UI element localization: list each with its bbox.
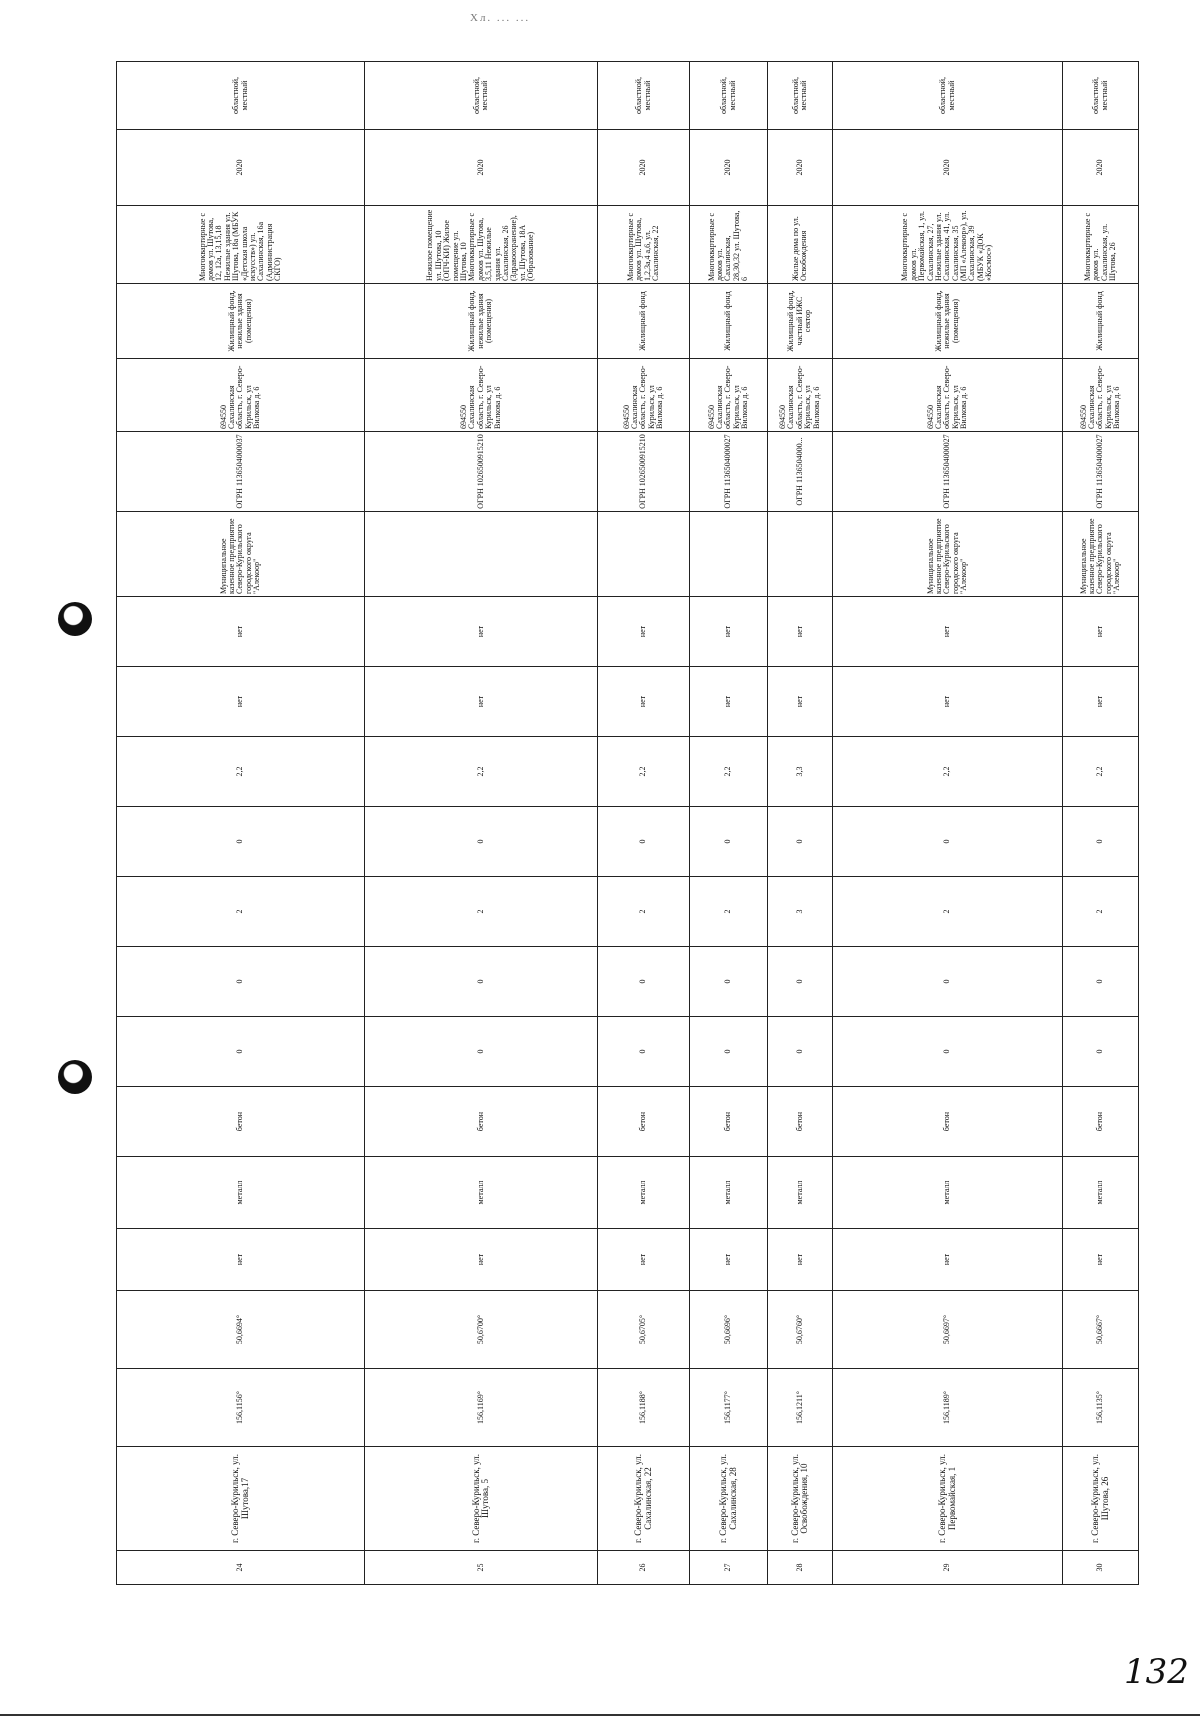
cell-operator [598, 512, 690, 597]
cell-lon: 50,6705° [598, 1291, 690, 1369]
cell-budget: областной, местный [833, 62, 1063, 130]
cell-c11: 0 [598, 807, 690, 877]
cell-num: 27 [690, 1551, 768, 1585]
cell-served-objects: Многоквартирные с домов ул. Сахалинская, ул. Шутова, 26 [1063, 206, 1139, 284]
cell-c8: 0 [690, 1017, 768, 1087]
cell-source-type: Жилищный фонд, нежилые здания (помещения) [117, 284, 365, 359]
cell-operator-address: 694550 Сахалинская область, г. Северо-Курильск, ул Вилкова д. 6 [365, 359, 598, 432]
cell-operator [690, 512, 768, 597]
cell-address: г. Северо-Курильск, ул. Шутова, 5 [365, 1447, 598, 1551]
cell-year: 2020 [768, 130, 833, 206]
cell-address: г. Северо-Курильск, ул. Шутова, 26 [1063, 1447, 1139, 1551]
cell-c11: 0 [117, 807, 365, 877]
cell-address: г. Северо-Курильск, ул. Освобождения, 10 [768, 1447, 833, 1551]
cell-operator-address: 694550 Сахалинская область, г. Северо-Курильск, ул Вилкова д. 6 [598, 359, 690, 432]
table-row [690, 62, 768, 1585]
cell-c5: нет [690, 1229, 768, 1291]
cell-c12: 2,2 [117, 737, 365, 807]
cell-c12: 2,2 [690, 737, 768, 807]
cell-c8: 0 [1063, 1017, 1139, 1087]
cell-budget: областной, местный [365, 62, 598, 130]
cell-address: г. Северо-Курильск, ул. Сахалинская, 28 [690, 1447, 768, 1551]
cell-c7: бетон [117, 1087, 365, 1157]
cell-lat: 156,1135° [1063, 1369, 1139, 1447]
cell-budget: областной, местный [768, 62, 833, 130]
table-row [833, 62, 1063, 1585]
cell-c13: нет [598, 667, 690, 737]
cell-served-objects: Многоквартирные с домов ул. Шутова, 12, 12а, 13,15,18 Нежилые здания ул. Шутова, 18а (МБУК «Детская школа искусств») ул. Сахалинская, 16а (Администрация СКГО) [117, 206, 365, 284]
cell-c9: 0 [365, 947, 598, 1017]
cell-operator-address: 694550 Сахалинская область, г. Северо-Курильск, ул Вилкова д. 6 [768, 359, 833, 432]
table-row [1063, 62, 1139, 1585]
cell-c7: бетон [768, 1087, 833, 1157]
cell-budget: областной, местный [598, 62, 690, 130]
cell-c7: бетон [833, 1087, 1063, 1157]
cell-c11: 0 [768, 807, 833, 877]
cell-num: 30 [1063, 1551, 1139, 1585]
cell-c13: нет [690, 667, 768, 737]
cell-lat: 156,1169° [365, 1369, 598, 1447]
cell-c8: 0 [598, 1017, 690, 1087]
cell-c9: 0 [598, 947, 690, 1017]
cell-num: 24 [117, 1551, 365, 1585]
cell-source-type: Жилищный фонд [1063, 284, 1139, 359]
cell-c11: 0 [365, 807, 598, 877]
cell-c9: 0 [117, 947, 365, 1017]
table-row [117, 62, 365, 1585]
cell-c10: 2 [690, 877, 768, 947]
cell-c6: металл [365, 1157, 598, 1229]
cell-c12: 2,2 [833, 737, 1063, 807]
cell-c5: нет [768, 1229, 833, 1291]
cell-c7: бетон [598, 1087, 690, 1157]
container-sites-table [116, 61, 1139, 1585]
cell-c14: нет [117, 597, 365, 667]
cell-served-objects: Жилые дома по ул. Освобождения [768, 206, 833, 284]
cell-ogrn: ОГРН 1136504000037 [117, 432, 365, 512]
cell-c8: 0 [365, 1017, 598, 1087]
cell-operator-address: 694550 Сахалинская область, г. Северо-Курильск, ул Вилкова д. 6 [117, 359, 365, 432]
cell-year: 2020 [117, 130, 365, 206]
cell-c11: 0 [1063, 807, 1139, 877]
cell-budget: областной, местный [117, 62, 365, 130]
cell-c8: 0 [768, 1017, 833, 1087]
cell-c8: 0 [117, 1017, 365, 1087]
cell-lat: 156,1211° [768, 1369, 833, 1447]
cell-num: 26 [598, 1551, 690, 1585]
cell-c14: нет [833, 597, 1063, 667]
cell-c6: металл [833, 1157, 1063, 1229]
cell-operator-address: 694550 Сахалинская область, г. Северо-Курильск, ул Вилкова д. 6 [1063, 359, 1139, 432]
bottom-scan-edge [0, 1714, 1200, 1716]
cell-lat: 156,1156° [117, 1369, 365, 1447]
cell-served-objects: Многоквартирные с домов ул. Шутова, 1,2,3а,4 а,6, ул. Сахалинская, 22 [598, 206, 690, 284]
cell-c5: нет [833, 1229, 1063, 1291]
cell-c5: нет [598, 1229, 690, 1291]
cell-c12: 2,2 [598, 737, 690, 807]
cell-operator: Муниципальное казенное предприятие Северо-Курильского городского округа "Алекоор" [117, 512, 365, 597]
cell-c7: бетон [690, 1087, 768, 1157]
cell-budget: областной, местный [690, 62, 768, 130]
cell-c9: 0 [833, 947, 1063, 1017]
cell-served-objects: Многоквартирные с домов ул. Сахалинская, 28,30,32 ул. Шутова, 6 [690, 206, 768, 284]
cell-address: г. Северо-Курильск, ул. Первомайская, 1 [833, 1447, 1063, 1551]
cell-lon: 50,6696° [690, 1291, 768, 1369]
cell-served-objects: Нежилое помещение ул. Шутова, 10 (ОПЧ-КИ) Жилое помещение ул. Шутова, 10 Многоквартирные с домов ул. Шутова, 3,5,11 Нежилые здания ул. Сахалинская, 26 (Здравоохранение), ул. Шутова, 18А (Образование) [365, 206, 598, 284]
cell-c6: металл [1063, 1157, 1139, 1229]
cell-served-objects: Многоквартирные с домов ул. Первомайская, 1, ул. Сахалинская, 27, Нежилые здания ул. Сахалинская, 41, ул. Сахалинская, 35 (МП «Алекоор»), ул. Сахалинская, 39 (МБУК «ДОК «Космос») [833, 206, 1063, 284]
cell-lat: 156,1188° [598, 1369, 690, 1447]
cell-lat: 156,1177° [690, 1369, 768, 1447]
table-row [768, 62, 833, 1585]
cell-year: 2020 [833, 130, 1063, 206]
cell-c14: нет [1063, 597, 1139, 667]
cell-c8: 0 [833, 1017, 1063, 1087]
cell-ogrn: ОГРН 1136504000027 [690, 432, 768, 512]
table-row [365, 62, 598, 1585]
cell-year: 2020 [598, 130, 690, 206]
cell-ogrn: ОГРН 1136504000027 [1063, 432, 1139, 512]
cell-c10: 2 [1063, 877, 1139, 947]
cell-c13: нет [833, 667, 1063, 737]
cell-c10: 2 [598, 877, 690, 947]
cell-source-type: Жилищный фонд, частный ИЖС сектор [768, 284, 833, 359]
table-row [598, 62, 690, 1585]
cell-c10: 2 [117, 877, 365, 947]
cell-c5: нет [117, 1229, 365, 1291]
cell-c13: нет [365, 667, 598, 737]
cell-c11: 0 [690, 807, 768, 877]
cell-c5: нет [365, 1229, 598, 1291]
cell-lon: 50,6700° [365, 1291, 598, 1369]
punch-hole-bottom [58, 1060, 92, 1094]
scan-header-marks: Хл. ... ... [470, 12, 531, 24]
cell-c7: бетон [1063, 1087, 1139, 1157]
rotated-table-frame [116, 76, 1122, 1585]
cell-lon: 50,6760° [768, 1291, 833, 1369]
cell-budget: областной, местный [1063, 62, 1139, 130]
cell-num: 29 [833, 1551, 1063, 1585]
page-number: 132 [1124, 1652, 1189, 1692]
cell-c14: нет [365, 597, 598, 667]
cell-lon: 50,6667° [1063, 1291, 1139, 1369]
cell-c10: 2 [833, 877, 1063, 947]
cell-c12: 3,3 [768, 737, 833, 807]
cell-address: г. Северо-Курильск, ул. Сахалинская, 22 [598, 1447, 690, 1551]
cell-c5: нет [1063, 1229, 1139, 1291]
cell-c12: 2,2 [365, 737, 598, 807]
punch-hole-top [58, 602, 92, 636]
cell-lon: 50,6694° [117, 1291, 365, 1369]
cell-year: 2020 [690, 130, 768, 206]
cell-c13: нет [768, 667, 833, 737]
cell-c6: металл [690, 1157, 768, 1229]
cell-operator [365, 512, 598, 597]
rotated-table-container [116, 76, 1122, 1585]
cell-operator-address: 694550 Сахалинская область, г. Северо-Курильск, ул Вилкова д. 6 [690, 359, 768, 432]
cell-ogrn: ОГРН 1136504000027 [833, 432, 1063, 512]
cell-c6: металл [768, 1157, 833, 1229]
cell-c10: 2 [365, 877, 598, 947]
cell-c14: нет [598, 597, 690, 667]
cell-operator: Муниципальное казенное предприятие Северо-Курильского городского округа "Алекоор" [1063, 512, 1139, 597]
cell-address: г. Северо-Курильск, ул. Шутова,17 [117, 1447, 365, 1551]
cell-c14: нет [768, 597, 833, 667]
cell-c13: нет [117, 667, 365, 737]
cell-ogrn: ОГРН 1026500915210 [365, 432, 598, 512]
cell-lon: 50,6697° [833, 1291, 1063, 1369]
cell-c7: бетон [365, 1087, 598, 1157]
cell-num: 28 [768, 1551, 833, 1585]
cell-operator-address: 694550 Сахалинская область, г. Северо-Курильск, ул Вилкова д. 6 [833, 359, 1063, 432]
cell-c9: 0 [768, 947, 833, 1017]
cell-source-type: Жилищный фонд [690, 284, 768, 359]
cell-c6: металл [598, 1157, 690, 1229]
cell-year: 2020 [1063, 130, 1139, 206]
cell-lat: 156,1189° [833, 1369, 1063, 1447]
cell-source-type: Жилищный фонд, нежилые здания (помещения) [833, 284, 1063, 359]
cell-operator: Муниципальное казенное предприятие Северо-Курильского городского округа "Алекоор" [833, 512, 1063, 597]
cell-c13: нет [1063, 667, 1139, 737]
cell-c12: 2,2 [1063, 737, 1139, 807]
cell-c9: 0 [1063, 947, 1139, 1017]
cell-c10: 3 [768, 877, 833, 947]
cell-year: 2020 [365, 130, 598, 206]
cell-ogrn: ОГРН 1136504000... [768, 432, 833, 512]
cell-ogrn: ОГРН 1026500915210 [598, 432, 690, 512]
cell-c9: 0 [690, 947, 768, 1017]
cell-num: 25 [365, 1551, 598, 1585]
cell-c6: металл [117, 1157, 365, 1229]
cell-source-type: Жилищный фонд [598, 284, 690, 359]
cell-c14: нет [690, 597, 768, 667]
cell-operator [768, 512, 833, 597]
cell-c11: 0 [833, 807, 1063, 877]
cell-source-type: Жилищный фонд, нежилые здания (помещения) [365, 284, 598, 359]
